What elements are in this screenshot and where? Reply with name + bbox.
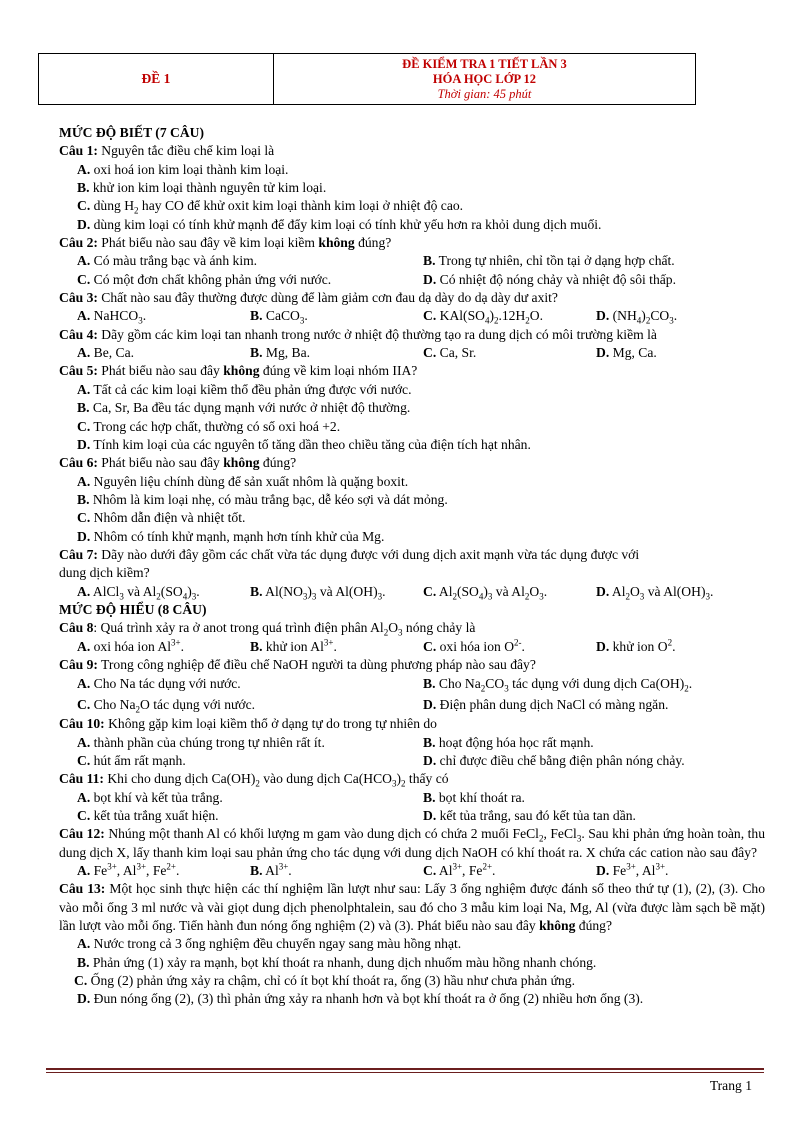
- options-row: [59, 638, 765, 656]
- options-row: [59, 807, 765, 825]
- option-a: A. Có màu trắng bạc và ánh kim.: [77, 253, 258, 269]
- option-a: A. bọt khí và kết tủa trắng.: [77, 789, 223, 805]
- question-11: Câu 11: Khi cho dung dịch $Ca(OH)_2$ vào dung dịch $Ca(HCO_3)_2$ thấy có: [59, 771, 449, 790]
- options-row: [59, 862, 765, 880]
- option-b: B. Trong tự nhiên, chỉ tồn tại ở dạng hợp chất.: [423, 253, 675, 269]
- options-row: [59, 734, 765, 752]
- option-a: A. thành phần của chúng trong tự nhiên rất ít.: [77, 734, 325, 750]
- option-a: A. Nước trong cả 3 ống nghiệm đều chuyển ngay sang màu hồng nhạt.: [77, 936, 462, 952]
- option-b: B. Phản ứng (1) xảy ra mạnh, bọt khí thoát ra nhanh, dung dịch nhuốm màu hồng nhanh chóng.: [77, 954, 597, 970]
- option-a: A. Cho Na tác dụng với nước.: [77, 676, 241, 692]
- question-12: Câu 12: Nhúng một thanh Al có khối lượng m gam vào dung dịch có chứa 2 muối FeCl$_2$, FeCl$_3$. Sau khi phản ứng hoàn toàn, thu dung dịch X, lấy thanh kim loại sau phản ứng cho tác dụng với dung dịch NaOH có khí thoát ra. X chứa các cation nào sau đây?: [59, 826, 765, 860]
- option-a: A. AlCl$_3$ và $Al_2(SO_4)_3$.: [77, 583, 200, 602]
- option-c: C. oxi hóa ion $O^{2-}$.: [423, 637, 525, 654]
- option-c: C. Có một đơn chất không phản ứng với nước.: [77, 271, 332, 287]
- question-5: Câu 5: Phát biểu nào sau đây không đúng về kim loại nhóm IIA?: [59, 363, 418, 379]
- question-1: [59, 142, 765, 160]
- page-number: Trang 1: [709, 1078, 752, 1093]
- exam-title: ĐỀ KIỂM TRA 1 TIẾT LẦN 3: [402, 56, 567, 71]
- option-b: B. CaCO$_3$.: [250, 308, 308, 327]
- option-c: C. Trong các hợp chất, thường có số oxi hoá +2.: [77, 418, 341, 434]
- option-a: A. oxi hoá ion kim loại thành kim loại.: [77, 161, 289, 177]
- option-c: C. hút ẩm rất mạnh.: [77, 753, 186, 768]
- options-row: [59, 307, 765, 325]
- option-b: B. Nhôm là kim loại nhẹ, có màu trắng bạc, dễ kéo sợi và dát mỏng.: [77, 491, 448, 507]
- question-9: Câu 9: Trong công nghiệp để điều chế NaOH người ta dùng phương pháp nào sau đây?: [59, 656, 536, 672]
- question-4: Câu 4: Dãy gồm các kim loại tan nhanh trong nước ở nhiệt độ thường tạo ra dung dịch có môi trường kiềm là: [59, 326, 657, 342]
- option-a: A. NaHCO$_3$.: [77, 308, 147, 327]
- option-d: D. Đun nóng ống (2), (3) thì phản ứng xảy ra nhanh hơn và bọt khí thoát ra ở ống (2) nhiều hơn ống (3).: [77, 991, 644, 1007]
- question-2: Câu 2: Phát biểu nào sau đây về kim loại kiềm không đúng?: [59, 235, 392, 251]
- option-b: B. $Al(NO_3)_3$ và $Al(OH)_3$.: [250, 583, 386, 602]
- section-title: MỨC ĐỘ BIẾT (7 CÂU): [59, 125, 204, 140]
- options-row: [59, 344, 765, 362]
- option-b: B. Ca, Sr, Ba đều tác dụng mạnh với nước ở nhiệt độ thường.: [77, 400, 411, 416]
- option-c: C. kết tủa trắng xuất hiện.: [77, 808, 219, 824]
- option-a: A. $Fe^{3+}$, $Al^{3+}$, $Fe^{2+}$.: [77, 861, 180, 879]
- option-a: A. Be, Ca.: [77, 345, 135, 361]
- options-row: [59, 271, 765, 289]
- question-number: Câu 1:: [59, 143, 98, 159]
- option-a: A. oxi hóa ion $Al^{3+}$.: [77, 637, 185, 654]
- options-row: [59, 695, 765, 716]
- option-b: B. Cho $Na_2CO_3$ tác dụng với dung dịch $Ca(OH)_2$.: [423, 676, 693, 695]
- question-8: Câu 8: Quá trình xảy ra ở anot trong quá trình điện phân $Al_2O_3$ nóng chảy là: [59, 620, 476, 638]
- option-c: C. Ống (2) phản ứng xảy ra chậm, chỉ có ít bọt khí thoát ra, ống (3) hầu như chưa phản ứng.: [74, 973, 575, 989]
- option-b: B. khử ion kim loại thành nguyên tử kim loại.: [77, 180, 327, 196]
- exam-header-table: [38, 53, 696, 105]
- option-d: D. kết tủa trắng, sau đó kết tủa tan dần.: [423, 808, 636, 824]
- question-text: Nguyên tắc điều chế kim loại là: [97, 143, 275, 159]
- option-c: C. $Al_2(SO_4)_3$ và $Al_2O_3$.: [423, 583, 548, 602]
- option-d: D. $Al_2O_3$ và $Al(OH)_3$.: [596, 583, 714, 602]
- exam-code: ĐỀ 1: [39, 54, 274, 104]
- option-b: B. khử ion $Al^{3+}$.: [250, 637, 337, 654]
- options-row: [59, 252, 765, 270]
- question-3: Câu 3: Chất nào sau đây thường được dùng để làm giảm cơn đau dạ dày do dạ dày dư axit?: [59, 290, 558, 306]
- footer-rule-thin: [46, 1072, 764, 1073]
- exam-subject: HÓA HỌC LỚP 12: [432, 71, 537, 86]
- options-row: [59, 752, 765, 770]
- exam-content: [59, 124, 765, 1009]
- option-d: D. chỉ được điều chế bằng điện phân nóng chảy.: [423, 753, 685, 768]
- options-row: [59, 583, 765, 601]
- option-c: C. dùng $H_2$ hay CO để khử oxit kim loại thành kim loại ở nhiệt độ cao.: [77, 198, 464, 217]
- option-d: D. Có nhiệt độ nóng chảy và nhiệt độ sôi thấp.: [423, 271, 676, 287]
- option-c: C. $Al^{3+}$, $Fe^{2+}$.: [423, 861, 496, 879]
- option-c: C. Nhôm dẫn điện và nhiệt tốt.: [77, 510, 246, 526]
- option-b: B. Mg, Ba.: [250, 345, 311, 361]
- option-c: C. Cho $Na_2O$ tác dụng với nước.: [77, 696, 256, 715]
- question-7: Câu 7: Dãy nào dưới đây gồm các chất vừa tác dụng được với dung dịch axit mạnh vừa tác dụng được với: [59, 546, 640, 562]
- option-b: B. bọt khí thoát ra.: [423, 789, 525, 805]
- options-row: [59, 674, 765, 695]
- question-7-cont: dung dịch kiềm?: [59, 565, 150, 581]
- option-c: C. Ca, Sr.: [423, 345, 477, 361]
- option-b: B. hoạt động hóa học rất mạnh.: [423, 734, 594, 750]
- option-d: D. Nhôm có tính khử mạnh, mạnh hơn tính khử của Mg.: [77, 528, 385, 544]
- question-13: Câu 13: Một học sinh thực hiện các thí nghiệm lần lượt như sau: Lấy 3 ống nghiệm được đánh số theo thứ tự (1), (2), (3). Cho vào mỗi ống 3 ml nước và vài giọt dung dịch phenolphtalein, sau đó cho 3 mẫu kim loại Na, Mg, Al (vừa được làm sạch bề mặt) lần lượt vào mỗi ống. Tiến hành đun nóng ống nghiệm (2) và (3). Phát biểu nào sau đây không đúng?: [59, 881, 765, 934]
- option-d: D. dùng kim loại có tính khử mạnh để đẩy kim loại có tính khử yếu hơn ra khỏi dung dịch muối.: [77, 216, 602, 232]
- option-b: B. $Al^{3+}$.: [250, 861, 292, 879]
- exam-title-block: [274, 54, 695, 104]
- option-d: D. khử ion $O^2$.: [596, 637, 676, 654]
- exam-time: Thời gian: 45 phút: [437, 86, 532, 101]
- option-d: D. Tính kim loại của các nguyên tố tăng dần theo chiều tăng của điện tích hạt nhân.: [77, 436, 531, 452]
- option-d: D. $(NH_4)_2CO_3$.: [596, 308, 678, 327]
- option-a: A. Nguyên liệu chính dùng để sản xuất nhôm là quặng boxit.: [77, 473, 409, 489]
- question-10: Câu 10: Không gặp kim loại kiềm thổ ở dạng tự do trong tự nhiên do: [59, 716, 437, 732]
- option-c: C. $KAl(SO_4)_2.12H_2O$.: [423, 308, 544, 327]
- footer-rule: [46, 1068, 764, 1070]
- option-a: A. Tất cả các kim loại kiềm thổ đều phản ứng được với nước.: [77, 381, 412, 397]
- option-d: D. $Fe^{3+}$, $Al^{3+}$.: [596, 861, 669, 879]
- options-row: [59, 789, 765, 807]
- option-d: D. Mg, Ca.: [596, 345, 657, 361]
- question-6: Câu 6: Phát biểu nào sau đây không đúng?: [59, 455, 297, 471]
- option-d: D. Điện phân dung dịch NaCl có màng ngăn.: [423, 696, 669, 712]
- section-title: MỨC ĐỘ HIỂU (8 CÂU): [59, 601, 207, 617]
